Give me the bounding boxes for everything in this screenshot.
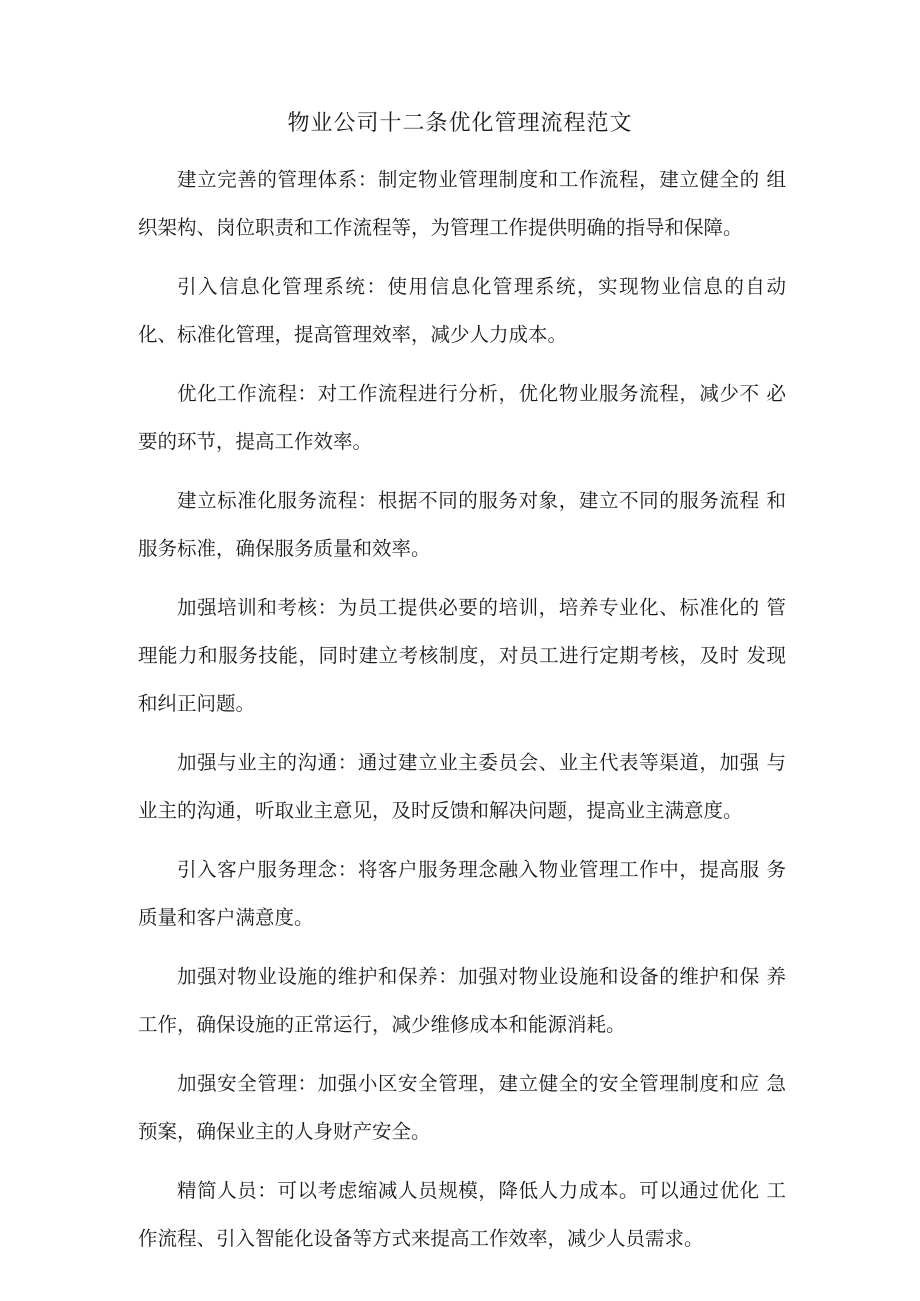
paragraph-10: 精简人员：可以考虑缩减人员规模，降低人力成本。可以通过优化 工作流程、引入智能化设备等方式来提高工作效率，减少人员需求。 <box>138 1179 786 1250</box>
paragraph-5: 加强培训和考核：为员工提供必要的培训，培养专业化、标准化的 管理能力和服务技能，同时建立考核制度，对员工进行定期考核，及时 发现和纠正问题。 <box>138 596 786 715</box>
paragraph-7: 引入客户服务理念：将客户服务理念融入物业管理工作中，提高服 务质量和客户满意度。 <box>138 858 786 929</box>
paragraph-2: 引入信息化管理系统：使用信息化管理系统，实现物业信息的自动 化、标准化管理，提高管理效率，减少人力成本。 <box>138 275 786 346</box>
document-title: 物业公司十二条优化管理流程范文 <box>287 111 633 136</box>
paragraph-4: 建立标准化服务流程：根据不同的服务对象，建立不同的服务流程 和服务标准，确保服务质量和效率。 <box>138 489 786 560</box>
document-body <box>138 156 786 1274</box>
paragraph-8: 加强对物业设施的维护和保养：加强对物业设施和设备的维护和保 养工作，确保设施的正常运行，减少维修成本和能源消耗。 <box>138 965 786 1036</box>
paragraph-6: 加强与业主的沟通：通过建立业主委员会、业主代表等渠道，加强 与业主的沟通，听取业主意见，及时反馈和解决问题，提高业主满意度。 <box>138 751 786 822</box>
paragraph-3: 优化工作流程：对工作流程进行分析，优化物业服务流程，减少不 必要的环节，提高工作效率。 <box>138 382 786 453</box>
paragraph-1: 建立完善的管理体系：制定物业管理制度和工作流程，建立健全的 组织架构、岗位职责和工作流程等，为管理工作提供明确的指导和保障。 <box>138 168 786 239</box>
paragraph-9: 加强安全管理：加强小区安全管理，建立健全的安全管理制度和应 急预案，确保业主的人身财产安全。 <box>138 1072 786 1143</box>
